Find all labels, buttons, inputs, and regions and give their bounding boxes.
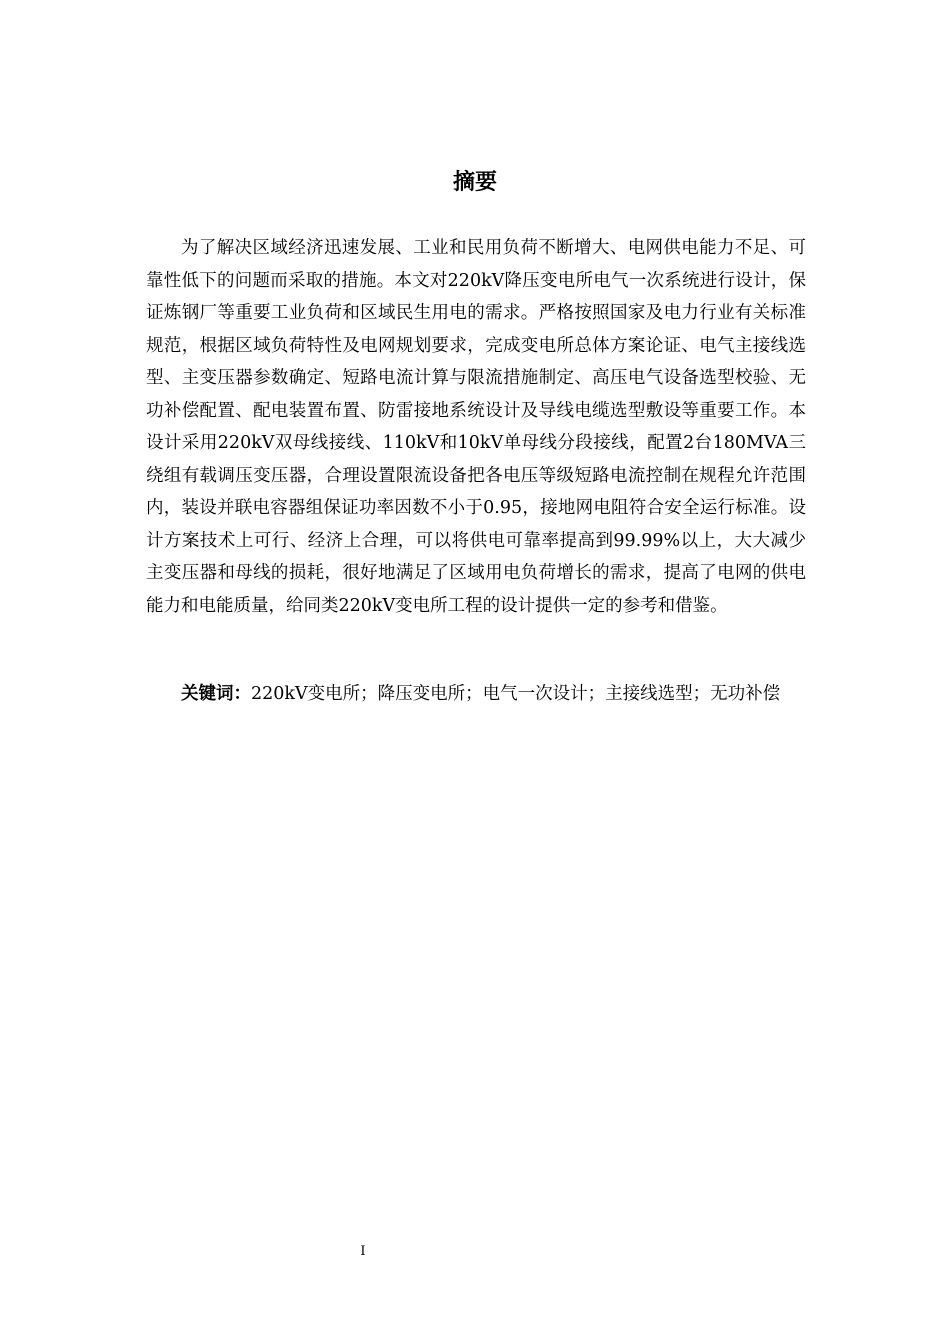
page-number: I <box>360 1244 366 1259</box>
keywords-label: 关键词： <box>181 684 251 704</box>
abstract-body: 为了解决区域经济迅速发展、工业和民用负荷不断增大、电网供电能力不足、可靠性低下的问题而采取的措施。本文对220kV降压变电所电气一次系统进行设计，保证炼钢厂等重要工业负荷和区域民生用电的需求。严格按照国家及电力行业有关标准规范，根据区域负荷特性及电网规划要求，完成变电所总体方案论证、电气主接线选型、主变压器参数确定、短路电流计算与限流措施制定、高压电气设备选型校验、无功补偿配置、配电装置布置、防雷接地系统设计及导线电缆选型敷设等重要工作。本设计采用220kV双母线接线、110kV和10kV单母线分段接线，配置2台180MVA三绕组有载调压变压器，合理设置限流设备把各电压等级短路电流控制在规程允许范围内，装设并联电容器组保证功率因数不小于0.95，接地网电阻符合安全运行标准。设计方案技术上可行、经济上合理，可以将供电可靠率提高到99.99%以上，大大减少主变压器和母线的损耗，很好地满足了区域用电负荷增长的需求，提高了电网的供电能力和电能质量，给同类220kV变电所工程的设计提供一定的参考和借鉴。 <box>146 238 806 616</box>
abstract-title: 摘要 <box>452 170 497 195</box>
keywords-text: 220kV变电所；降压变电所；电气一次设计；主接线选型；无功补偿 <box>251 684 781 704</box>
keywords-paragraph <box>146 678 806 711</box>
